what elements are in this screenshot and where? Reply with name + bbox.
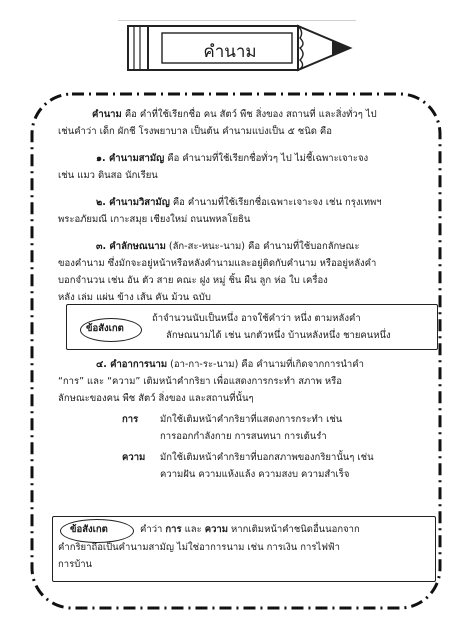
section-1-heading: ๑. คำนามสามัญ [96, 153, 165, 164]
note-2-khwam: ความ [204, 524, 229, 535]
note-2-text-3: การบ้าน [58, 559, 93, 570]
section-2-text-2: พระอภัยมณี เกาะสมุย เชียงใหม่ ถนนพหลโยธิน [58, 214, 251, 225]
kan-text-1: มักใช้เติมหน้าคำกริยาที่แสดงการกระทำ เช่น [160, 414, 343, 425]
section-3-text-1: (ลัก-สะ-หนะ-นาม) คือ คำนามที่ใช้บอกลักษณะ [168, 241, 360, 252]
section-1-text-1: คือ คำนามที่ใช้เรียกชื่อทั่วๆ ไป ไม่ชี้เฉพาะเจาะจง [167, 153, 369, 164]
section-3-heading: ๓. คำลักษณนาม [96, 241, 166, 252]
section-4-heading: ๔. คำอาการนาม [96, 359, 168, 370]
section-4-text-1: (อา-กา-ระ-นาม) คือ คำนามที่เกิดจากการนำคำ [170, 359, 364, 370]
section-2-line-1 [96, 196, 382, 209]
intro-term: คำนาม [92, 109, 122, 120]
note-2-label: ข้อสังเกต [70, 524, 108, 535]
khwam-term: ความ [122, 452, 146, 463]
note-2-word-2: และ [184, 524, 202, 535]
note-1-text-1: ถ้าจำนวนนับเป็นหนึ่ง อาจใช้คำว่า หนึ่ง ตามหลังคำ [152, 313, 361, 324]
note-2-word-1: คำว่า [140, 524, 163, 535]
intro-line-1 [92, 108, 377, 121]
kan-text-2: การออกกำลังกาย การสนทนา การเต้นรำ [160, 431, 327, 442]
page-title: คำนาม [203, 42, 257, 62]
section-3-text-4: หลัง เล่ม แผ่น ข้าง เส้น คัน ม้วน ฉบับ [58, 292, 211, 303]
section-1-text-2: เช่น แมว ดินสอ นักเรียน [58, 170, 158, 181]
intro-text-2: เช่นคำว่า เด็ก ผักชี โรงพยาบาล เป็นต้น คำนามแบ่งเป็น ๕ ชนิด คือ [58, 126, 332, 137]
section-3-text-2: ของคำนาม ซึ่งมักจะอยู่หน้าหรือหลังคำนามและอยู่ติดกับคำนาม หรืออยู่หลังคำ [58, 258, 377, 269]
note-2-word-3: หากเติมหน้าคำชนิดอื่นนอกจาก [231, 524, 360, 535]
intro-text-1: คือ คำที่ใช้เรียกชื่อ คน สัตว์ พืช สิ่งของ สถานที่ และสิ่งทั่วๆ ไป [124, 109, 377, 120]
note-2-text-2: คำกริยาถือเป็นคำนามสามัญ ไม่ใช่อาการนาม เช่น การเงิน การไฟฟ้า [58, 542, 340, 553]
section-4-line-1 [96, 358, 364, 371]
section-1-line-1 [96, 152, 368, 165]
section-2-text-1: คือ คำนามที่ใช้เรียกชื่อเฉพาะเจาะจง เช่น กรุงเทพฯ [172, 197, 382, 208]
section-2-heading: ๒. คำนามวิสามัญ [96, 197, 170, 208]
note-1-label: ข้อสังเกต [86, 323, 124, 334]
section-4-text-2: “การ” และ “ความ” เติมหน้าคำกริยา เพื่อแสดงการกระทำ สภาพ หรือ [58, 376, 342, 387]
note-1-text-2: ลักษณนามได้ เช่น นกตัวหนึ่ง บ้านหลังหนึ่ง ชายคนหนึ่ง [166, 330, 391, 341]
khwam-text-1: มักใช้เติมหน้าคำกริยาที่บอกสภาพของกริยานั้นๆ เช่น [160, 452, 374, 463]
kan-term: การ [122, 414, 139, 425]
note-2-text-1 [140, 523, 360, 536]
section-3-text-3: บอกจำนวน เช่น อัน ตัว สาย คณะ ฝูง หมู่ ชิ้น ผืน ลูก ห่อ ใบ เครื่อง [58, 275, 328, 286]
note-2-kan: การ [165, 524, 182, 535]
section-3-line-1 [96, 240, 359, 253]
section-4-text-3: ลักษณะของคน พืช สัตว์ สิ่งของ และสถานที่นั้นๆ [58, 393, 254, 404]
khwam-text-2: ความฝัน ความแห้งแล้ง ความสงบ ความสำเร็จ [160, 469, 350, 480]
